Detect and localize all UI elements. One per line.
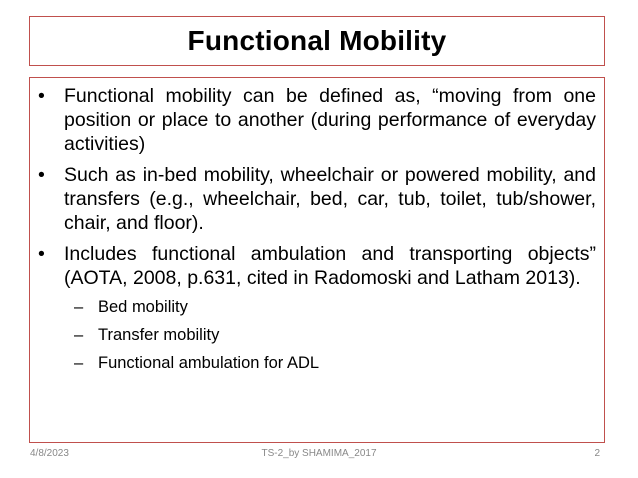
bullet-dot-icon: •: [38, 85, 45, 107]
content-box: [29, 77, 605, 443]
bullet-item: [36, 84, 596, 156]
sub-bullet-text: Bed mobility: [98, 298, 188, 316]
bullet-dot-icon: •: [38, 164, 45, 186]
footer-date: 4/8/2023: [30, 448, 69, 459]
sub-bullet-item: [36, 353, 598, 373]
sub-bullet-item: [36, 325, 598, 345]
bullet-text: Includes functional ambulation and transporting objects” (AOTA, 2008, p.631, cited in Radomoski and Latham 2013).: [64, 243, 596, 289]
dash-icon: –: [74, 326, 84, 344]
dash-icon: –: [74, 354, 84, 372]
dash-icon: –: [74, 298, 84, 316]
bullet-dot-icon: •: [38, 243, 45, 265]
slide-title: Functional Mobility: [187, 25, 447, 56]
footer-center-text: TS-2_by SHAMIMA_2017: [261, 448, 377, 459]
sub-bullet-text: Transfer mobility: [98, 326, 220, 344]
sub-bullet-text: Functional ambulation for ADL: [98, 354, 320, 372]
bullet-item: [36, 242, 596, 290]
footer-page-number: 2: [594, 448, 600, 459]
bullet-item: [36, 163, 596, 235]
bullet-text: Such as in-bed mobility, wheelchair or powered mobility, and transfers (e.g., wheelchair, bed, car, tub, toilet, tub/shower, chair, and floor).: [64, 164, 596, 234]
sub-bullet-item: [36, 297, 598, 317]
title-box: [29, 16, 605, 66]
bullet-text: Functional mobility can be defined as, “moving from one position or place to another (during performance of everyday activities): [64, 85, 596, 155]
